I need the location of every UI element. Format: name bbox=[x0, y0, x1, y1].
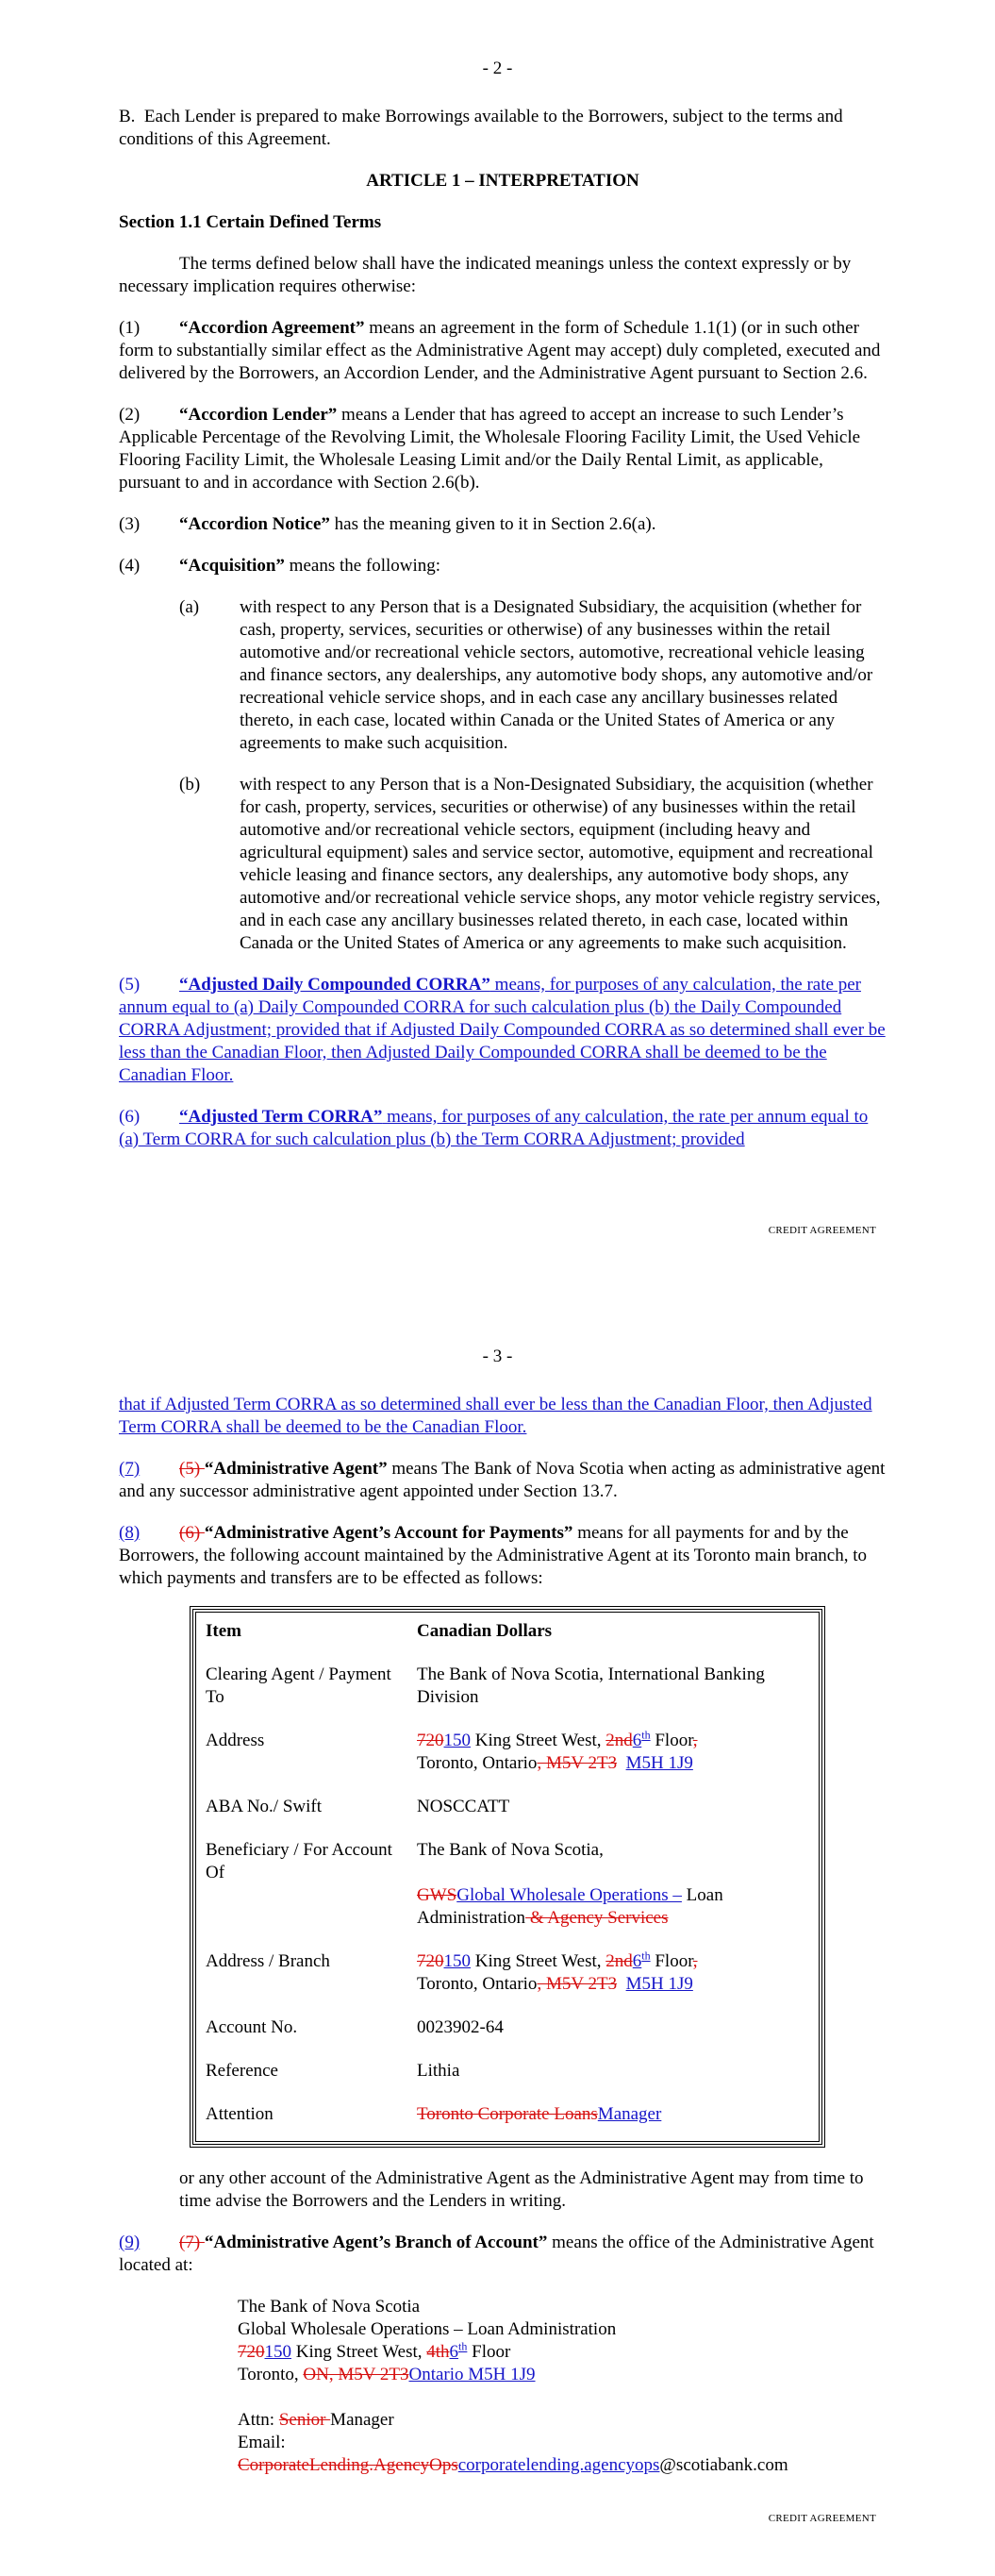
email-line[interactable]: CorporateLending.AgencyOpscorporatelending.agencyops@scotiabank.com bbox=[238, 2455, 788, 2475]
definition-accordion-agreement: (1) “Accordion Agreement” means an agreement in the form of Schedule 1.1(1) (or in such other form to substantially similar effect as the Administrative Agent may accept) duly completed, executed and delivered by the Borrowers, an Accordion Lender, and the Administrative Agent pursuant to Section 2.6. bbox=[119, 318, 881, 383]
section-heading: Section 1.1 Certain Defined Terms bbox=[119, 212, 382, 232]
branch-address-cell: 720150 King Street West, 2nd6th Floor, Toronto, Ontario, M5V 2T3 M5H 1J9 bbox=[417, 1949, 698, 1994]
page-body bbox=[119, 106, 887, 1170]
definition-acquisition: (4) “Acquisition” means the following: bbox=[119, 556, 441, 576]
table-row: Beneficiary / For Account Of The Bank of Nova Scotia, GWSGlobal Wholesale Operations – Loan Administration & Agency Services bbox=[198, 1833, 817, 1943]
definition-administrative-agent: (7) (5) “Administrative Agent” means The Bank of Nova Scotia when acting as administrative agent and any successor administrative agent appointed under Section 13.7. bbox=[119, 1459, 886, 1501]
table-row: Address 720150 King Street West, 2nd6th Floor, Toronto, Ontario, M5V 2T3 M5H 1J9 bbox=[198, 1724, 817, 1788]
continued-definition-text: that if Adjusted Term CORRA as so determined shall ever be less than the Canadian Floor, then Adjusted Term CORRA shall be deemed to be the Canadian Floor. bbox=[119, 1395, 872, 1437]
table-row: Clearing Agent / Payment To The Bank of Nova Scotia, International Banking Division bbox=[206, 1664, 765, 1707]
beneficiary-cell: The Bank of Nova Scotia, GWSGlobal Wholesale Operations – Loan Administration & Agency Services bbox=[417, 1840, 723, 1928]
acquisition-clause-b: (b) with respect to any Person that is a Non-Designated Subsidiary, the acquisition (whether for cash, property, services, securities or otherwise) of any businesses within the retail automotive and/or recreational vehicle sectors, equipment (including heavy and agricultural equipment) sales and service sector, automotive, equipment and recreational vehicle leasing and finance sectors, any dealerships, any automotive body shops, any automotive and/or recreational vehicle service shops, any motor vehicle registry services, and in each case any ancillary businesses related thereto, in each case, located within Canada or the United States of America or any agreements to make such acquisition. bbox=[179, 775, 881, 953]
page-3 bbox=[0, 1288, 995, 2576]
table-row: Account No. 0023902-64 bbox=[206, 2017, 504, 2037]
page-footer: CREDIT AGREEMENT bbox=[768, 2513, 876, 2524]
after-table-text: or any other account of the Administrative Agent as the Administrative Agent may from time to time advise the Borrowers and the Lenders in writing. bbox=[179, 2168, 864, 2211]
definition-accordion-notice: (3) “Accordion Notice” has the meaning given to it in Section 2.6(a). bbox=[119, 514, 656, 534]
definition-adjusted-daily-compounded-corra: (5) “Adjusted Daily Compounded CORRA” means, for purposes of any calculation, the rate per annum equal to (a) Daily Compounded CORRA for such calculation plus (b) the Daily Compounded CORRA Adjustment; provided that if Adjusted Daily Compounded CORRA as so determined shall ever be less than the Canadian Floor, then Adjusted Daily Compounded CORRA shall be deemed to be the Canadian Floor. bbox=[119, 975, 886, 1085]
definition-account-for-payments: (8) (6) “Administrative Agent’s Account for Payments” means for all payments for and by the Borrowers, the following account maintained by the Administrative Agent at its Toronto main branch, to which payments and transfers are to be effected as follows: bbox=[119, 1523, 867, 1588]
definition-adjusted-term-corra: (6) “Adjusted Term CORRA” means, for purposes of any calculation, the rate per annum equal to (a) Term CORRA for such calculation plus (b) the Term CORRA Adjustment; provided bbox=[119, 1107, 869, 1149]
table-row: Attention Toronto Corporate LoansManager bbox=[206, 2104, 662, 2124]
intro-paragraph: The terms defined below shall have the indicated meanings unless the context expressly or by necessary implication requires otherwise: bbox=[119, 254, 852, 296]
table-row: Reference Lithia bbox=[206, 2061, 460, 2081]
table-row: Item Canadian Dollars bbox=[206, 1621, 553, 1641]
article-heading: ARTICLE 1 – INTERPRETATION bbox=[366, 171, 639, 191]
page-number: - 3 - bbox=[482, 1347, 513, 1366]
payment-account-table bbox=[192, 1609, 822, 2145]
table-row: ABA No./ Swift NOSCCATT bbox=[206, 1797, 510, 1816]
acquisition-clause-a: (a) with respect to any Person that is a Designated Subsidiary, the acquisition (whether for cash, property, services, securities or otherwise) of any businesses within the retail automotive and/or recreational vehicle sectors, automotive, recreational vehicle leasing and finance sectors, any dealerships, any automotive body shops, any automotive and/or recreational vehicle service shops, and in each case any ancillary businesses related thereto, in each case, located within Canada or the United States of America or any agreements to make such acquisition. bbox=[179, 597, 873, 753]
page-body bbox=[119, 1394, 887, 2496]
page-number: - 2 - bbox=[482, 59, 513, 78]
recital-b: B. Each Lender is prepared to make Borrowings available to the Borrowers, subject to the terms and conditions of this Agreement. bbox=[119, 107, 843, 149]
table-row: Address / Branch 720150 King Street West, 2nd6th Floor, Toronto, Ontario, M5V 2T3 M5H 1J9 bbox=[198, 1945, 817, 2009]
page-footer: CREDIT AGREEMENT bbox=[768, 1225, 876, 1236]
definition-branch-of-account: (9) (7) “Administrative Agent’s Branch of Account” means the office of the Administrative Agent located at: bbox=[119, 2233, 874, 2275]
branch-address-block: The Bank of Nova Scotia Global Wholesale Operations – Loan Administration 720150 King Street West, 4th6th Floor Toronto, ON, M5V 2T3Ontario M5H 1J9 Attn: Senior Manager Email: CorporateLending.AgencyOpscorporatelending.agencyops@scotiabank.com bbox=[238, 2296, 887, 2477]
address-cell: 720150 King Street West, 2nd6th Floor, Toronto, Ontario, M5V 2T3 M5H 1J9 bbox=[417, 1728, 698, 1773]
definition-accordion-lender: (2) “Accordion Lender” means a Lender that has agreed to accept an increase to such Lender’s Applicable Percentage of the Revolving Limit, the Wholesale Flooring Facility Limit, the Used Vehicle Flooring Facility Limit, the Wholesale Leasing Limit and/or the Daily Rental Limit, as applicable, pursuant to and in accordance with Section 2.6(b). bbox=[119, 405, 861, 493]
